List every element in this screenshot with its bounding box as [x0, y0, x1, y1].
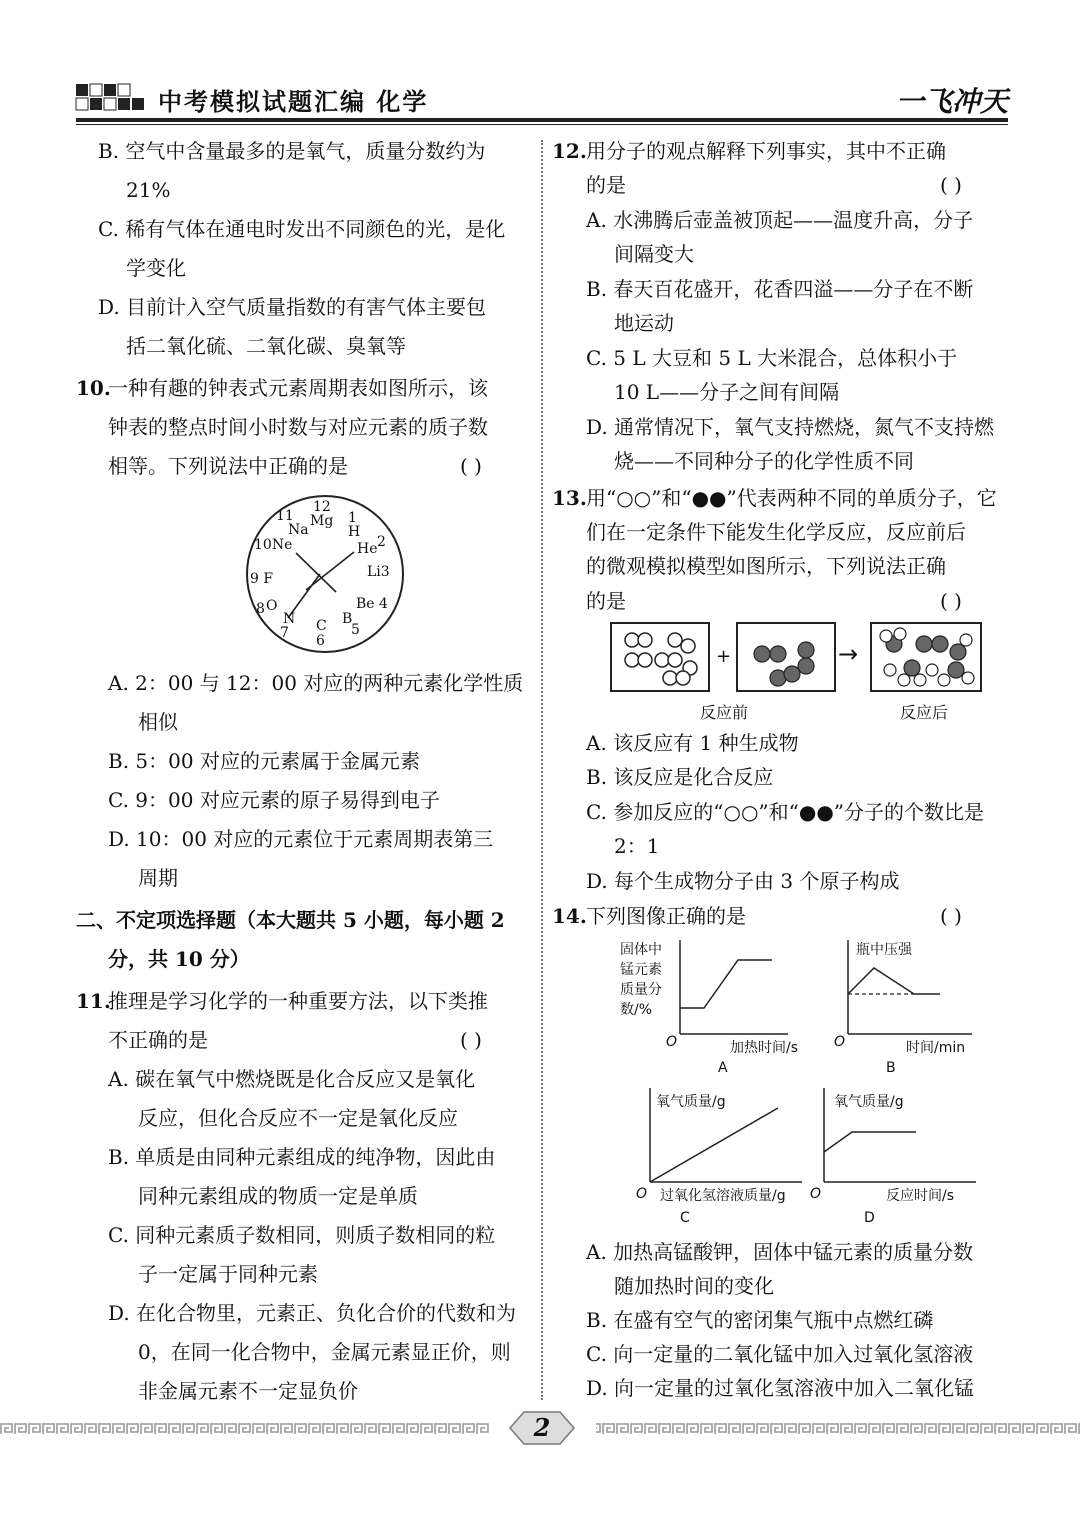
q11-option-d: D. 在化合物里，元素正、负化合价的代数和为 — [108, 1301, 517, 1325]
graph-b-origin: O — [834, 1034, 846, 1050]
q13-product-box — [870, 622, 982, 692]
q12-option-c: C. 5 L 大豆和 5 L 大米混合，总体积小于 — [586, 346, 958, 370]
graph-a-origin: O — [666, 1034, 678, 1050]
q9-option-c-cont: 学变化 — [126, 256, 186, 280]
graph-d-xlabel: 反应时间/s — [886, 1188, 955, 1204]
q13-caption-after: 反应后 — [900, 703, 949, 722]
q11-option-c-cont: 子一定属于同种元素 — [138, 1262, 318, 1286]
q9-option-c: C. 稀有气体在通电时发出不同颜色的光，是化 — [98, 217, 506, 241]
q10-stem-1: 一种有趣的钟表式元素周期表如图所示，该 — [108, 376, 488, 400]
graph-b-ylabel: 瓶中压强 — [856, 942, 912, 958]
header-title: 中考模拟试题汇编 化学 — [158, 87, 429, 116]
q10-option-d: D. 10：00 对应的元素位于元素周期表第三 — [108, 827, 494, 851]
clock-label-9f: 9 F — [250, 571, 274, 587]
clock-label-7: 7 — [280, 625, 289, 641]
q13-reactant-box-black — [736, 622, 836, 692]
q13-stem-3: 的微观模拟模型如图所示，下列说法正确 — [586, 554, 946, 578]
q12-option-b-cont: 地运动 — [614, 311, 674, 335]
q11-option-b: B. 单质是由同种元素组成的纯净物，因此由 — [108, 1145, 496, 1169]
q14-option-c: C. 向一定量的二氧化锰中加入过氧化氢溶液 — [586, 1342, 974, 1366]
q14-graph-c — [630, 1086, 810, 1226]
q10-clock-diagram — [236, 488, 414, 658]
clock-label-12: 12 — [313, 499, 331, 515]
q12-stem-1: 用分子的观点解释下列事实，其中不正确 — [586, 139, 946, 163]
q10-option-a-cont: 相似 — [138, 710, 178, 734]
q12-answer-paren: ( ) — [940, 173, 962, 197]
graph-c-ylabel: 氧气质量/g — [656, 1094, 726, 1110]
q11-stem-2: 不正确的是 — [108, 1028, 208, 1052]
clock-label-c: C — [316, 618, 327, 634]
q13-option-c: C. 参加反应的“○○”和“●●”分子的个数比是 — [586, 800, 985, 824]
q13-plus-sign: + — [716, 646, 732, 667]
q12-option-a: A. 水沸腾后壶盖被顶起——温度升高，分子 — [586, 208, 974, 232]
graph-a-ylabel-3: 质量分 — [620, 982, 662, 998]
q12-option-d-cont: 烧——不同种分子的化学性质不同 — [614, 449, 914, 473]
clock-label-h: H — [348, 524, 361, 540]
q13-option-b: B. 该反应是化合反应 — [586, 765, 774, 789]
clock-label-1: 1 — [348, 510, 357, 526]
graph-d-tag: D — [864, 1210, 875, 1226]
graph-c-tag: C — [680, 1210, 690, 1226]
q11-option-a-cont: 反应，但化合反应不一定是氧化反应 — [138, 1106, 458, 1130]
q14-answer-paren: ( ) — [940, 904, 962, 928]
q14-option-a-cont: 随加热时间的变化 — [614, 1274, 774, 1298]
clock-label-b: B — [342, 611, 353, 627]
graph-a-ylabel-2: 锰元素 — [620, 962, 662, 978]
clock-label-6: 6 — [316, 633, 325, 649]
clock-label-he: He — [357, 541, 378, 557]
q13-reactant-box-white — [610, 622, 710, 692]
clock-label-n: N — [283, 611, 296, 627]
q11-stem-1: 推理是学习化学的一种重要方法，以下类推 — [108, 989, 488, 1013]
graph-a-ylabel-4: 数/% — [620, 1002, 653, 1018]
graph-c-origin: O — [636, 1186, 648, 1202]
header-rule-thin — [76, 124, 1008, 125]
graph-d-ylabel: 氧气质量/g — [834, 1094, 904, 1110]
graph-b-tag: B — [886, 1060, 896, 1076]
q10-stem-3: 相等。下列说法中正确的是 — [108, 454, 348, 478]
clock-label-5: 5 — [351, 622, 360, 638]
q12-option-d: D. 通常情况下，氧气支持燃烧，氮气不支持燃 — [586, 415, 995, 439]
q14-option-b: B. 在盛有空气的密闭集气瓶中点燃红磷 — [586, 1308, 934, 1332]
graph-a-ylabel-1: 固体中 — [620, 942, 662, 958]
q13-stem-1: 用“○○”和“●●”代表两种不同的单质分子，它 — [586, 486, 997, 510]
header-brand: 一飞冲天 — [895, 85, 1008, 118]
q13-option-c-cont: 2：1 — [614, 834, 660, 858]
q10-option-a: A. 2：00 与 12：00 对应的两种元素化学性质 — [108, 671, 524, 695]
q13-reaction-arrow: → — [838, 640, 859, 668]
clock-label-o: O — [266, 598, 278, 614]
q12-number: 12. — [552, 139, 587, 163]
q13-option-a: A. 该反应有 1 种生成物 — [586, 731, 799, 755]
graph-a-xlabel: 加热时间/s — [730, 1040, 799, 1056]
clock-label-be4: Be 4 — [356, 596, 388, 612]
header-rule — [76, 118, 1008, 122]
q13-stem-4: 的是 — [586, 589, 626, 613]
q9-option-d-cont: 括二氧化硫、二氧化碳、臭氧等 — [126, 334, 406, 358]
q14-graph-b — [830, 938, 980, 1078]
column-divider — [541, 140, 543, 1400]
clock-label-8: 8 — [256, 601, 265, 617]
q14-graph-d — [812, 1086, 982, 1226]
q10-option-c: C. 9：00 对应元素的原子易得到电子 — [108, 788, 440, 812]
q12-option-c-cont: 10 L——分子之间有间隔 — [614, 380, 840, 404]
q10-number: 10. — [76, 376, 111, 400]
q12-option-b: B. 春天百花盛开，花香四溢——分子在不断 — [586, 277, 974, 301]
q9-option-b-cont: 21% — [126, 178, 171, 202]
q9-option-d: D. 目前计入空气质量指数的有害气体主要包 — [98, 295, 487, 319]
q11-option-c: C. 同种元素质子数相同，则质子数相同的粒 — [108, 1223, 496, 1247]
q13-caption-before: 反应前 — [700, 703, 749, 722]
clock-label-na: Na — [288, 522, 309, 538]
q13-option-d: D. 每个生成物分子由 3 个原子构成 — [586, 869, 900, 893]
q11-answer-paren: ( ) — [460, 1028, 482, 1052]
page-number: 2 — [533, 1413, 551, 1442]
q11-option-a: A. 碳在氧气中燃烧既是化合反应又是氧化 — [108, 1067, 476, 1091]
q13-answer-paren: ( ) — [940, 589, 962, 613]
graph-d-origin: O — [810, 1186, 822, 1202]
q14-option-d: D. 向一定量的过氧化氢溶液中加入二氧化锰 — [586, 1376, 975, 1400]
q11-option-b-cont: 同种元素组成的物质一定是单质 — [138, 1184, 418, 1208]
clock-label-11: 11 — [276, 508, 294, 524]
q13-number: 13. — [552, 486, 587, 510]
clock-label-10ne: 10Ne — [254, 537, 293, 553]
graph-a-tag: A — [718, 1060, 728, 1076]
section-2-heading-cont: 分，共 10 分） — [108, 947, 250, 971]
clock-label-2: 2 — [377, 534, 386, 550]
q14-stem: 下列图像正确的是 — [586, 904, 746, 928]
q9-option-b: B. 空气中含量最多的是氧气，质量分数约为 — [98, 139, 486, 163]
q10-option-b: B. 5：00 对应的元素属于金属元素 — [108, 749, 420, 773]
q10-answer-paren: ( ) — [460, 454, 482, 478]
clock-label-mg: Mg — [310, 513, 334, 529]
graph-c-xlabel: 过氧化氢溶液质量/g — [660, 1188, 786, 1204]
q12-option-a-cont: 间隔变大 — [614, 242, 694, 266]
q11-option-d-cont-1: 0，在同一化合物中，金属元素显正价，则 — [138, 1340, 511, 1364]
header-logo-blocks — [76, 80, 146, 116]
graph-b-xlabel: 时间/min — [906, 1040, 966, 1056]
q14-number: 14. — [552, 904, 587, 928]
q12-stem-2: 的是 — [586, 173, 626, 197]
q14-graph-a — [620, 938, 799, 1078]
q14-option-a: A. 加热高锰酸钾，固体中锰元素的质量分数 — [586, 1240, 974, 1264]
q13-stem-2: 们在一定条件下能发生化学反应，反应前后 — [586, 520, 966, 544]
section-2-heading: 二、不定项选择题（本大题共 5 小题，每小题 2 — [76, 908, 505, 932]
clock-label-li3: Li3 — [367, 564, 390, 580]
q10-stem-2: 钟表的整点时间小时数与对应元素的质子数 — [108, 415, 488, 439]
q11-option-d-cont-2: 非金属元素不一定显负价 — [138, 1379, 358, 1403]
q11-number: 11. — [76, 989, 111, 1013]
q10-option-d-cont: 周期 — [138, 866, 178, 890]
